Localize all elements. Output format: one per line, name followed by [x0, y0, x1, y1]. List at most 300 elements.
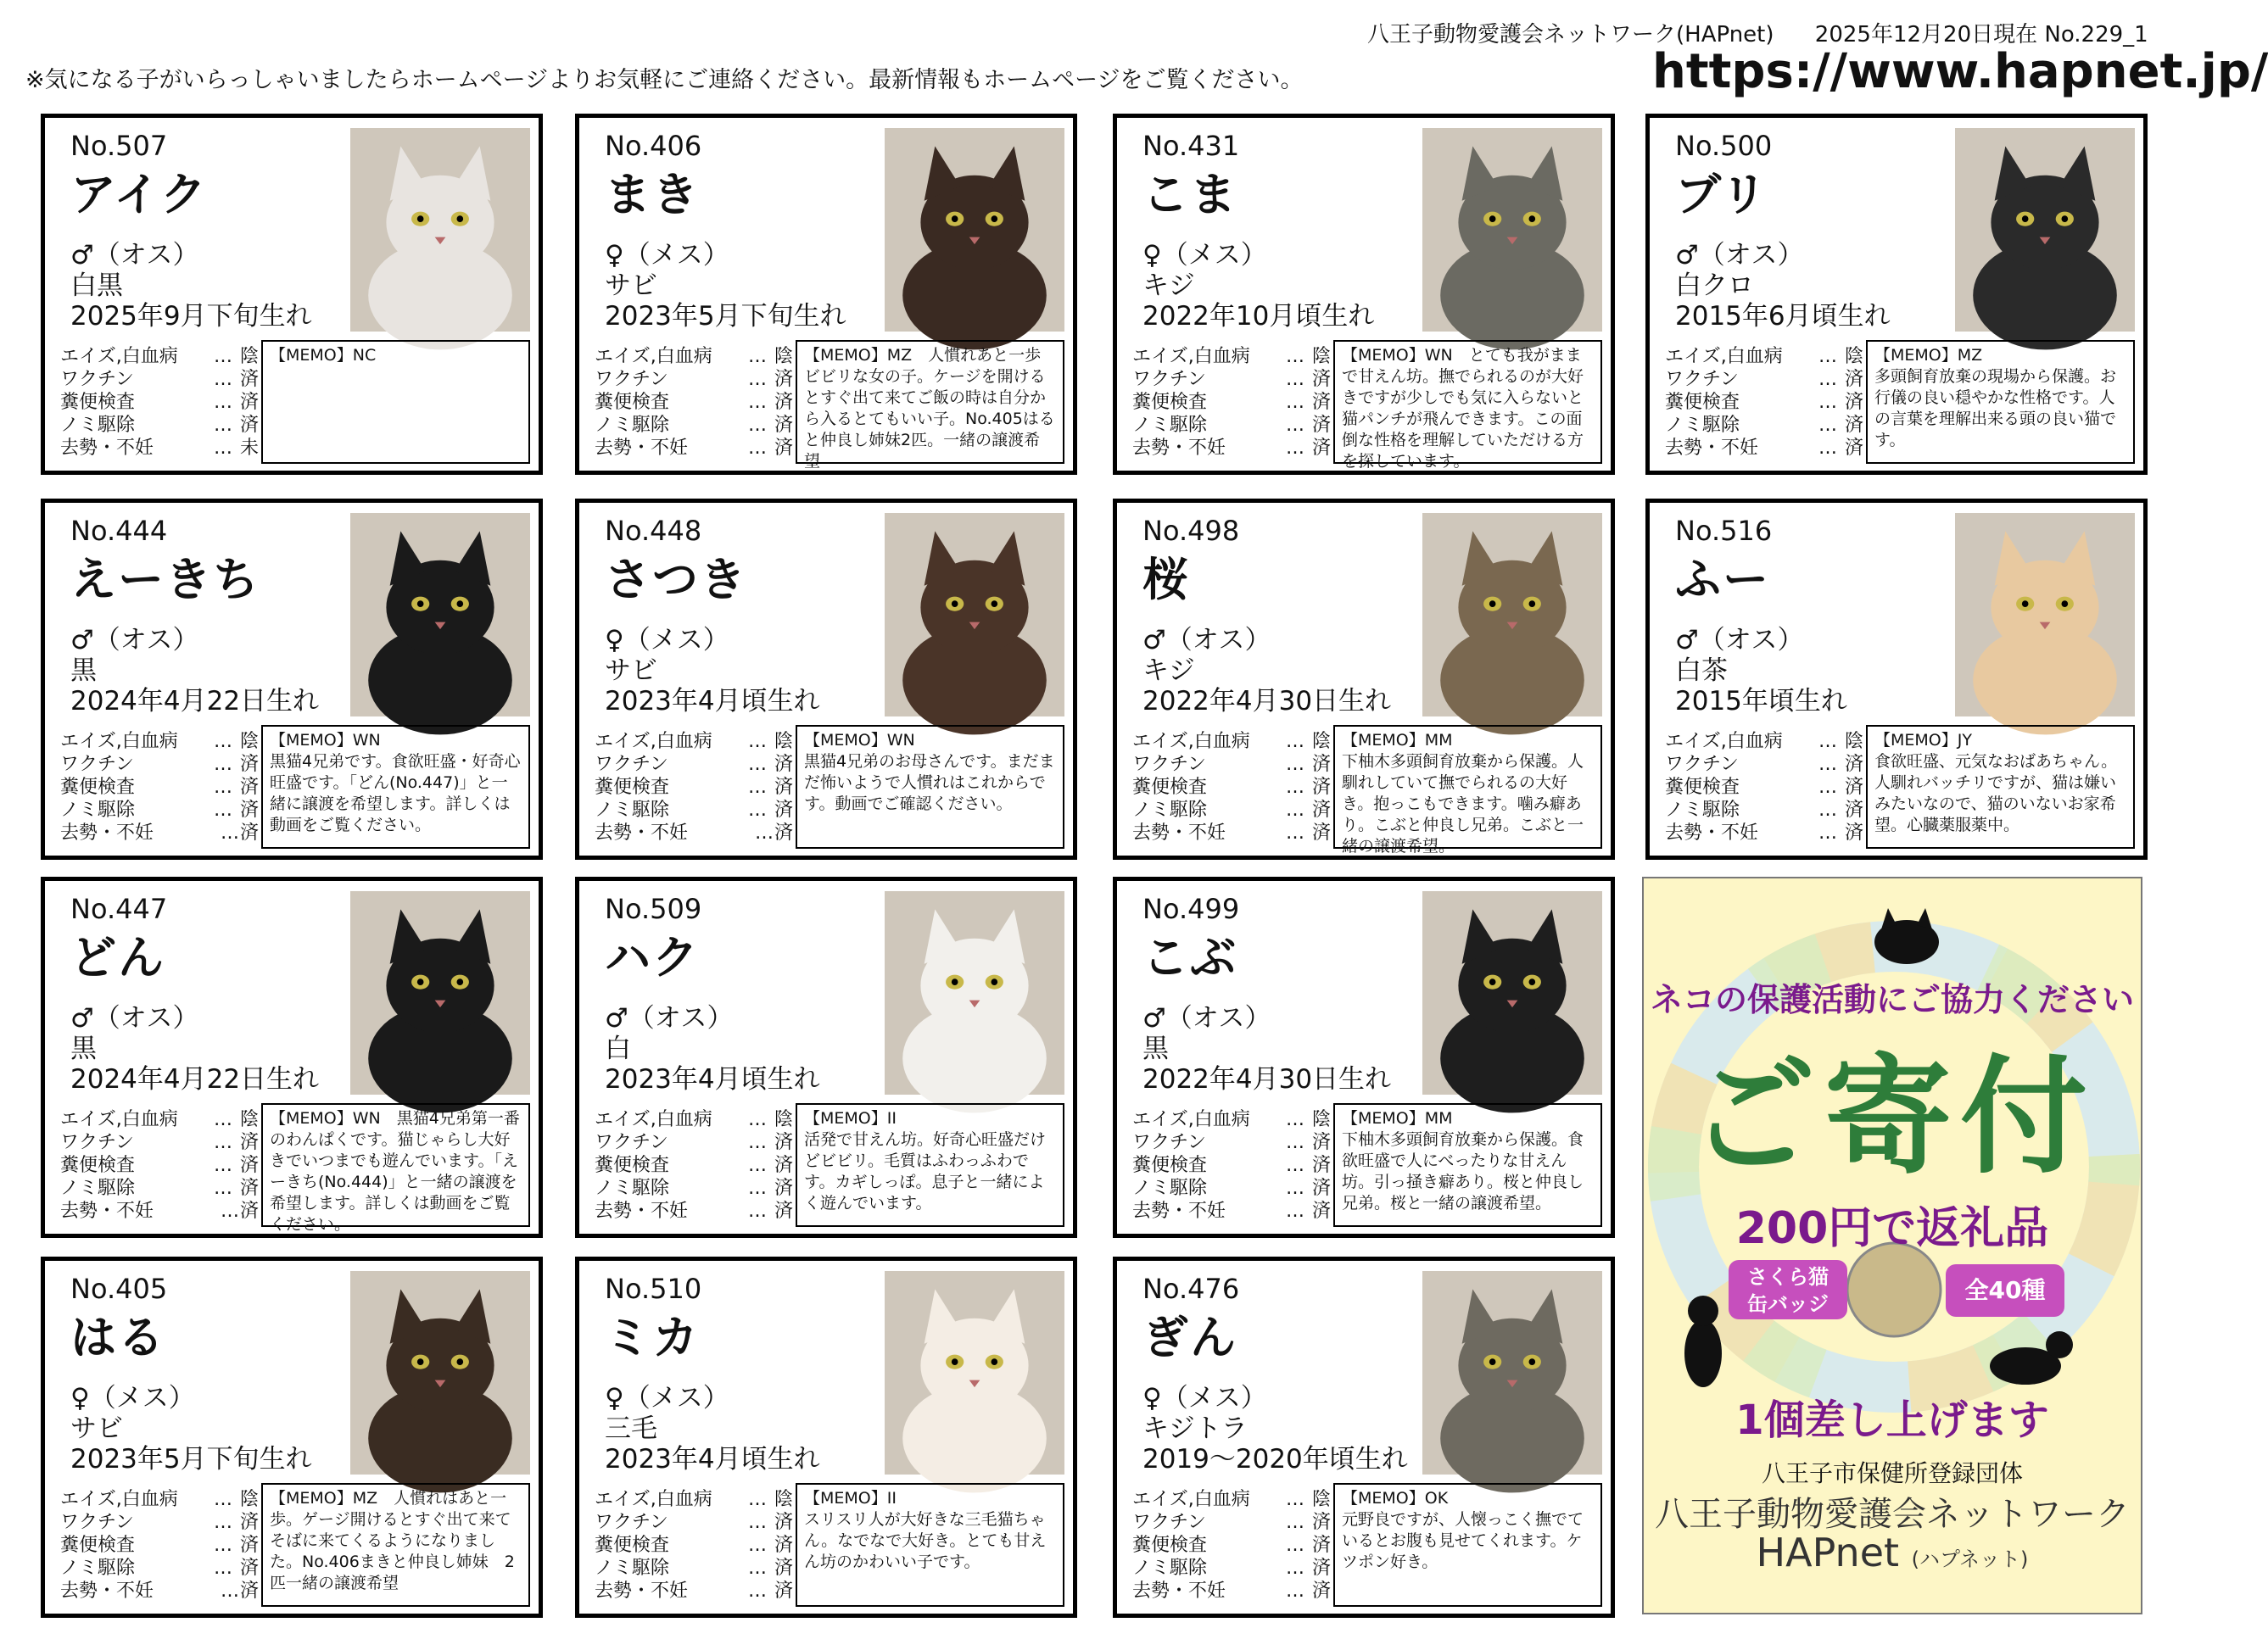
- notice-text: ※気になる子がいらっしゃいましたらホームページよりお気軽にご連絡ください。最新情報もホームページをご覧ください。: [25, 67, 1304, 93]
- cat-photo[interactable]: [1955, 513, 2135, 716]
- health-value: … 陰: [748, 1489, 794, 1510]
- health-row: [595, 730, 794, 753]
- health-row: [595, 753, 794, 776]
- health-label: 去勢・不妊: [1132, 1581, 1226, 1602]
- health-value: … 済: [1818, 777, 1864, 798]
- health-label: ノミ駆除: [1665, 800, 1740, 821]
- health-row: [1132, 414, 1332, 437]
- cat-name: ふー: [1675, 553, 1770, 606]
- health-value: … 陰: [748, 346, 794, 367]
- health-value: … 済: [214, 754, 260, 775]
- health-label: エイズ,白血病: [595, 1109, 712, 1130]
- health-label: エイズ,白血病: [60, 346, 178, 367]
- health-row: [1665, 776, 1864, 799]
- cat-sex: ♂（オス）: [1142, 1003, 1271, 1034]
- health-value: … 陰: [1818, 346, 1864, 367]
- health-label: ノミ駆除: [1132, 1178, 1208, 1199]
- cat-sex: ♀（メス）: [605, 625, 729, 655]
- health-value: … 陰: [1286, 346, 1332, 367]
- cat-number: No.447: [70, 893, 168, 925]
- health-row: [595, 1511, 794, 1534]
- memo-box: 【MEMO】MM 下柚木多頭飼育放棄から保護。食欲旺盛で人にべったりな甘えん坊。引っ掻き癖あり。桜と仲良し兄弟。桜と一緒の譲渡希望。: [1333, 1103, 1602, 1227]
- health-row: [1132, 368, 1332, 391]
- memo-box: 【MEMO】WN 黒猫4兄弟第一番のわんぱくです。猫じゃらし大好きでいつまでも遊んでいます。「えーきち(No.444)」と一緒の譲渡を希望します。詳しくは動画をご覧ください。: [261, 1103, 530, 1227]
- health-row: [1132, 1200, 1332, 1223]
- health-value: … 済: [1286, 415, 1332, 436]
- health-label: ワクチン: [1665, 754, 1739, 775]
- health-value: … 済: [748, 1581, 794, 1602]
- cat-card[interactable]: [1645, 499, 2148, 860]
- health-value: … 済: [214, 800, 260, 821]
- cat-birth: 2015年6月頃生れ: [1675, 301, 1891, 332]
- cat-photo-icon: [885, 128, 1064, 332]
- cat-name: はる: [70, 1311, 165, 1364]
- cat-card[interactable]: [1113, 877, 1615, 1238]
- health-value: … 陰: [214, 1109, 260, 1130]
- cat-sex: ♀（メス）: [605, 240, 729, 270]
- ad-registered: 八王子市保健所登録団体: [1761, 1459, 2023, 1487]
- health-label: 糞便検査: [60, 1535, 136, 1556]
- health-list: [60, 730, 260, 845]
- health-row: [595, 1580, 794, 1603]
- cat-photo-icon: [1422, 1271, 1602, 1475]
- cat-card[interactable]: [41, 1257, 543, 1618]
- health-value: … 済: [214, 1535, 260, 1556]
- health-label: ワクチン: [1132, 1132, 1206, 1153]
- health-value: … 陰: [214, 346, 260, 367]
- cat-photo[interactable]: [1422, 891, 1602, 1095]
- cat-name: どん: [70, 931, 165, 984]
- cat-color: 白クロ: [1675, 270, 1754, 301]
- cat-card[interactable]: [41, 877, 543, 1238]
- cat-color: 白茶: [1675, 655, 1728, 686]
- health-row: [1132, 1108, 1332, 1131]
- health-list: [595, 345, 794, 460]
- cat-card[interactable]: [1113, 114, 1615, 475]
- cat-number: No.406: [605, 130, 702, 162]
- cat-sex: ♂（オス）: [1142, 625, 1271, 655]
- cat-number: No.500: [1675, 130, 1773, 162]
- memo-box: 【MEMO】NC: [261, 340, 530, 464]
- health-label: ワクチン: [1132, 369, 1206, 390]
- memo-box: 【MEMO】II 活発で甘えん坊。好奇心旺盛だけどビビリ。毛質はふわっふわです。カギしっぽ。息子と一緒によく遊んでいます。: [796, 1103, 1064, 1227]
- cat-card[interactable]: [575, 877, 1077, 1238]
- health-label: 去勢・不妊: [1665, 822, 1759, 844]
- cat-birth: 2023年4月頃生れ: [605, 1064, 820, 1095]
- health-label: エイズ,白血病: [595, 1489, 712, 1510]
- health-label: ノミ駆除: [595, 415, 670, 436]
- cat-birth: 2022年4月30日生れ: [1142, 1064, 1392, 1095]
- cat-photo[interactable]: [885, 513, 1064, 716]
- health-value: … 済: [214, 1178, 260, 1199]
- health-row: [60, 1200, 260, 1223]
- health-row: [595, 799, 794, 822]
- health-label: ワクチン: [595, 369, 668, 390]
- health-row: [595, 1108, 794, 1131]
- health-row: [60, 753, 260, 776]
- health-label: エイズ,白血病: [1665, 731, 1783, 752]
- health-row: [595, 368, 794, 391]
- health-label: 去勢・不妊: [1132, 438, 1226, 459]
- health-row: [595, 822, 794, 845]
- cat-photo-icon: [1422, 891, 1602, 1095]
- health-value: … 済: [748, 754, 794, 775]
- health-value: … 済: [1286, 777, 1332, 798]
- health-row: [1132, 753, 1332, 776]
- health-row: [60, 822, 260, 845]
- health-value: …済: [220, 822, 260, 844]
- health-label: 糞便検査: [1132, 1535, 1208, 1556]
- cat-photo[interactable]: [350, 128, 530, 332]
- health-value: … 済: [748, 1155, 794, 1176]
- health-value: … 陰: [1286, 1109, 1332, 1130]
- health-row: [60, 1511, 260, 1534]
- cat-photo[interactable]: [1422, 128, 1602, 332]
- health-label: エイズ,白血病: [60, 1109, 178, 1130]
- health-value: … 済: [214, 777, 260, 798]
- health-value: … 陰: [1286, 1489, 1332, 1510]
- health-value: … 済: [1286, 1558, 1332, 1579]
- health-row: [60, 1488, 260, 1511]
- health-label: 糞便検査: [60, 777, 136, 798]
- badge-icon: [1847, 1243, 1941, 1336]
- health-row: [595, 1488, 794, 1511]
- cat-color: キジ: [1142, 270, 1195, 301]
- cat-name: こま: [1142, 168, 1237, 221]
- health-label: ワクチン: [1132, 1512, 1206, 1533]
- cat-number: No.476: [1142, 1273, 1240, 1305]
- health-row: [60, 414, 260, 437]
- health-value: … 済: [214, 1558, 260, 1579]
- health-list: [60, 1108, 260, 1223]
- health-row: [1132, 1131, 1332, 1154]
- health-label: ワクチン: [595, 754, 668, 775]
- health-value: … 陰: [1818, 731, 1864, 752]
- health-label: 糞便検査: [60, 1155, 136, 1176]
- cat-photo-icon: [885, 1271, 1064, 1475]
- cat-number: No.405: [70, 1273, 168, 1305]
- cat-card[interactable]: [41, 499, 543, 860]
- health-row: [60, 1177, 260, 1200]
- health-row: [1132, 1177, 1332, 1200]
- ad-donation: ご寄付: [1688, 1044, 2096, 1191]
- health-value: … 済: [1286, 1512, 1332, 1533]
- health-value: … 済: [1286, 754, 1332, 775]
- health-row: [595, 1177, 794, 1200]
- health-label: ワクチン: [595, 1132, 668, 1153]
- health-label: 去勢・不妊: [1132, 1201, 1226, 1222]
- health-value: … 済: [1818, 754, 1864, 775]
- health-value: … 未: [214, 438, 260, 459]
- health-label: 糞便検査: [595, 1535, 670, 1556]
- cat-color: 三毛: [605, 1413, 657, 1444]
- health-value: … 済: [1818, 438, 1864, 459]
- cat-sex: ♀（メス）: [70, 1383, 195, 1413]
- health-list: [1665, 345, 1864, 460]
- cat-color: 黒: [70, 655, 97, 686]
- cat-card[interactable]: [575, 1257, 1077, 1618]
- health-label: ノミ駆除: [1132, 415, 1208, 436]
- health-value: … 済: [214, 1132, 260, 1153]
- health-row: [1665, 437, 1864, 460]
- health-value: … 済: [1818, 369, 1864, 390]
- health-value: …済: [754, 822, 794, 844]
- health-row: [1665, 345, 1864, 368]
- cat-photo[interactable]: [350, 513, 530, 716]
- cat-name: ハク: [605, 931, 700, 984]
- health-value: … 済: [214, 1155, 260, 1176]
- cat-photo-icon: [1422, 513, 1602, 716]
- health-value: … 済: [748, 1558, 794, 1579]
- cat-color: サビ: [70, 1413, 123, 1444]
- cat-photo[interactable]: [1422, 1271, 1602, 1475]
- health-value: … 済: [1286, 800, 1332, 821]
- cat-photo-icon: [350, 513, 530, 716]
- ad-org: 八王子動物愛護会ネットワーク: [1655, 1495, 2130, 1534]
- cat-sex: ♂（オス）: [70, 240, 199, 270]
- health-label: 糞便検査: [60, 392, 136, 413]
- health-label: 去勢・不妊: [1665, 438, 1759, 459]
- health-row: [595, 414, 794, 437]
- cat-photo-icon: [885, 891, 1064, 1095]
- cat-name: さつき: [605, 553, 747, 606]
- health-value: … 済: [748, 392, 794, 413]
- health-row: [1665, 753, 1864, 776]
- health-label: 去勢・不妊: [60, 1201, 154, 1222]
- health-row: [595, 437, 794, 460]
- cat-name: えーきち: [70, 553, 260, 606]
- health-row: [595, 391, 794, 414]
- health-value: … 済: [1286, 822, 1332, 844]
- health-row: [1665, 822, 1864, 845]
- health-value: … 済: [1286, 1155, 1332, 1176]
- site-url[interactable]: https://www.hapnet.jp/: [1652, 44, 2268, 99]
- health-value: … 済: [748, 415, 794, 436]
- cat-photo[interactable]: [885, 128, 1064, 332]
- health-label: 糞便検査: [1132, 392, 1208, 413]
- health-value: … 済: [1286, 1201, 1332, 1222]
- memo-box: 【MEMO】II スリスリ人が大好きな三毛猫ちゃん。なでなで大好き。とても甘えん坊のかわいい子です。: [796, 1483, 1064, 1607]
- health-value: … 済: [1286, 392, 1332, 413]
- cat-sex: ♂（オス）: [70, 625, 199, 655]
- health-label: 糞便検査: [1132, 777, 1208, 798]
- health-label: ノミ駆除: [60, 800, 136, 821]
- health-value: … 済: [1286, 1178, 1332, 1199]
- memo-box: 【MEMO】MZ 人慣れはあと一歩。ゲージ開けるとすぐ出て来てそばに来てくるようになりました。No.406まきと仲良し姉妹 2匹一緒の譲渡希望: [261, 1483, 530, 1607]
- health-value: … 陰: [748, 1109, 794, 1130]
- memo-box: 【MEMO】MZ 多頭飼育放棄の現場から保護。お行儀の良い穏やかな性格です。人の言葉を理解出来る頭の良い猫です。: [1866, 340, 2135, 464]
- health-label: エイズ,白血病: [595, 731, 712, 752]
- memo-box: 【MEMO】MM 下柚木多頭飼育放棄から保護。人馴れしていて撫でられるの大好き。抱っこもできます。噛み癖あり。こぶと仲良し兄弟。こぶと一緒の譲渡希望。: [1333, 725, 1602, 849]
- cat-sex: ♂（オス）: [1675, 240, 1804, 270]
- memo-box: 【MEMO】WN 黒猫4兄弟のお母さんです。まだまだ怖いようで人慣れはこれからです。動画でご確認ください。: [796, 725, 1064, 849]
- health-row: [1665, 414, 1864, 437]
- health-label: ワクチン: [60, 754, 134, 775]
- health-label: エイズ,白血病: [60, 731, 178, 752]
- cat-name: ぎん: [1142, 1311, 1237, 1364]
- health-label: ノミ駆除: [1132, 1558, 1208, 1579]
- cat-photo[interactable]: [885, 1271, 1064, 1475]
- cat-birth: 2025年9月下旬生れ: [70, 301, 312, 332]
- health-value: … 済: [748, 438, 794, 459]
- cat-photo-icon: [1422, 128, 1602, 332]
- health-row: [1132, 1580, 1332, 1603]
- health-list: [60, 345, 260, 460]
- health-value: … 済: [214, 392, 260, 413]
- health-row: [60, 1154, 260, 1177]
- cat-card[interactable]: [1645, 114, 2148, 475]
- health-value: … 済: [1818, 415, 1864, 436]
- health-row: [60, 730, 260, 753]
- health-row: [1665, 799, 1864, 822]
- ad-hapnet: HAPnet (ハプネット): [1756, 1530, 2029, 1575]
- health-label: エイズ,白血病: [595, 346, 712, 367]
- cat-photo[interactable]: [1955, 128, 2135, 332]
- health-label: ワクチン: [60, 1512, 134, 1533]
- cat-photo-icon: [1955, 128, 2135, 332]
- health-label: ワクチン: [595, 1512, 668, 1533]
- health-value: … 済: [214, 415, 260, 436]
- memo-box: 【MEMO】OK 元野良ですが、人懐っこく撫でているとお腹も見せてくれます。ケツポン好き。: [1333, 1483, 1602, 1607]
- health-value: … 済: [748, 777, 794, 798]
- health-row: [1132, 799, 1332, 822]
- cat-color: キジ: [1142, 655, 1195, 686]
- cat-photo[interactable]: [350, 891, 530, 1095]
- cat-card[interactable]: [575, 114, 1077, 475]
- health-row: [60, 368, 260, 391]
- health-label: 糞便検査: [1132, 1155, 1208, 1176]
- health-label: 糞便検査: [1665, 392, 1740, 413]
- health-value: … 済: [1286, 438, 1332, 459]
- health-value: … 陰: [214, 1489, 260, 1510]
- cat-number: No.509: [605, 893, 702, 925]
- ad-title: ネコの保護活動にご協力ください: [1650, 981, 2134, 1018]
- health-label: 去勢・不妊: [60, 822, 154, 844]
- health-label: ワクチン: [1665, 369, 1739, 390]
- cat-photo-icon: [350, 128, 530, 332]
- health-label: 糞便検査: [595, 1155, 670, 1176]
- issue-date: 2025年12月20日現在 No.229_1: [1814, 22, 2148, 47]
- health-row: [1132, 822, 1332, 845]
- health-label: 去勢・不妊: [1132, 822, 1226, 844]
- health-row: [1132, 1511, 1332, 1534]
- health-value: … 済: [1818, 822, 1864, 844]
- health-row: [595, 776, 794, 799]
- cat-photo[interactable]: [350, 1271, 530, 1475]
- cat-photo[interactable]: [1422, 513, 1602, 716]
- health-label: 糞便検査: [595, 777, 670, 798]
- health-value: … 済: [214, 1512, 260, 1533]
- health-row: [1665, 368, 1864, 391]
- health-value: … 済: [1286, 1581, 1332, 1602]
- health-label: エイズ,白血病: [1132, 731, 1250, 752]
- health-row: [60, 799, 260, 822]
- health-row: [1665, 391, 1864, 414]
- health-list: [1132, 345, 1332, 460]
- cat-photo-icon: [350, 891, 530, 1095]
- health-value: … 済: [214, 369, 260, 390]
- health-label: 去勢・不妊: [595, 822, 689, 844]
- cat-name: こぶ: [1142, 931, 1237, 984]
- health-row: [1132, 345, 1332, 368]
- health-value: …済: [220, 1581, 260, 1602]
- ad-price: 200円で返礼品: [1735, 1203, 2049, 1254]
- cat-card[interactable]: [1113, 1257, 1615, 1618]
- cat-number: No.507: [70, 130, 168, 162]
- cat-number: No.499: [1142, 893, 1240, 925]
- health-label: ノミ駆除: [60, 1178, 136, 1199]
- health-row: [1132, 1154, 1332, 1177]
- health-value: … 済: [748, 369, 794, 390]
- cat-number: No.444: [70, 515, 168, 547]
- donation-ad: [1642, 877, 2142, 1614]
- cat-birth: 2015年頃生れ: [1675, 686, 1847, 716]
- health-value: … 済: [1818, 800, 1864, 821]
- health-label: 糞便検査: [1665, 777, 1740, 798]
- cat-birth: 2019～2020年頃生れ: [1142, 1444, 1408, 1475]
- cat-card[interactable]: [575, 499, 1077, 860]
- health-value: … 済: [1286, 1132, 1332, 1153]
- health-list: [1132, 1488, 1332, 1603]
- health-row: [60, 1580, 260, 1603]
- health-label: ワクチン: [60, 1132, 134, 1153]
- health-label: ワクチン: [1132, 754, 1206, 775]
- health-list: [1132, 730, 1332, 845]
- cat-name: ミカ: [605, 1311, 700, 1364]
- cat-name: 桜: [1142, 553, 1190, 606]
- health-value: …済: [220, 1201, 260, 1222]
- health-row: [1132, 437, 1332, 460]
- cat-color: 白: [605, 1034, 631, 1064]
- cat-color: サビ: [605, 270, 657, 301]
- health-value: … 済: [748, 800, 794, 821]
- cat-card[interactable]: [41, 114, 543, 475]
- health-label: 去勢・不妊: [60, 438, 154, 459]
- cat-sex: ♀（メス）: [1142, 240, 1267, 270]
- health-label: ノミ駆除: [595, 1558, 670, 1579]
- health-label: ノミ駆除: [595, 1178, 670, 1199]
- cat-birth: 2022年10月頃生れ: [1142, 301, 1375, 332]
- health-label: ノミ駆除: [1665, 415, 1740, 436]
- health-value: … 済: [1818, 392, 1864, 413]
- cat-name: アイク: [70, 168, 209, 221]
- health-row: [1132, 1534, 1332, 1557]
- health-label: ノミ駆除: [1132, 800, 1208, 821]
- health-row: [1132, 1557, 1332, 1580]
- cat-name: ブリ: [1675, 168, 1768, 221]
- health-label: 糞便検査: [595, 392, 670, 413]
- health-row: [595, 345, 794, 368]
- cat-sex: ♂（オス）: [1675, 625, 1804, 655]
- health-row: [595, 1534, 794, 1557]
- health-label: エイズ,白血病: [1132, 1109, 1250, 1130]
- health-list: [595, 730, 794, 845]
- memo-box: 【MEMO】MZ 人慣れあと一歩ビビリな女の子。ケージを開けるとすぐ出て来てご飯の時は自分から入るとてもいい子。No.405はると仲良し姉妹2匹。一緒の譲渡希望: [796, 340, 1064, 464]
- cat-color: キジトラ: [1142, 1413, 1248, 1444]
- ad-kinds-label: 全40種: [1946, 1264, 2064, 1317]
- cat-card[interactable]: [1113, 499, 1615, 860]
- cat-color: 白黒: [70, 270, 123, 301]
- health-row: [60, 437, 260, 460]
- cat-photo[interactable]: [885, 891, 1064, 1095]
- cat-birth: 2023年4月頃生れ: [605, 1444, 820, 1475]
- health-value: … 済: [748, 1201, 794, 1222]
- health-label: エイズ,白血病: [1132, 346, 1250, 367]
- health-label: エイズ,白血病: [1665, 346, 1783, 367]
- cat-number: No.431: [1142, 130, 1240, 162]
- health-row: [595, 1154, 794, 1177]
- cat-birth: 2023年5月下旬生れ: [70, 1444, 312, 1475]
